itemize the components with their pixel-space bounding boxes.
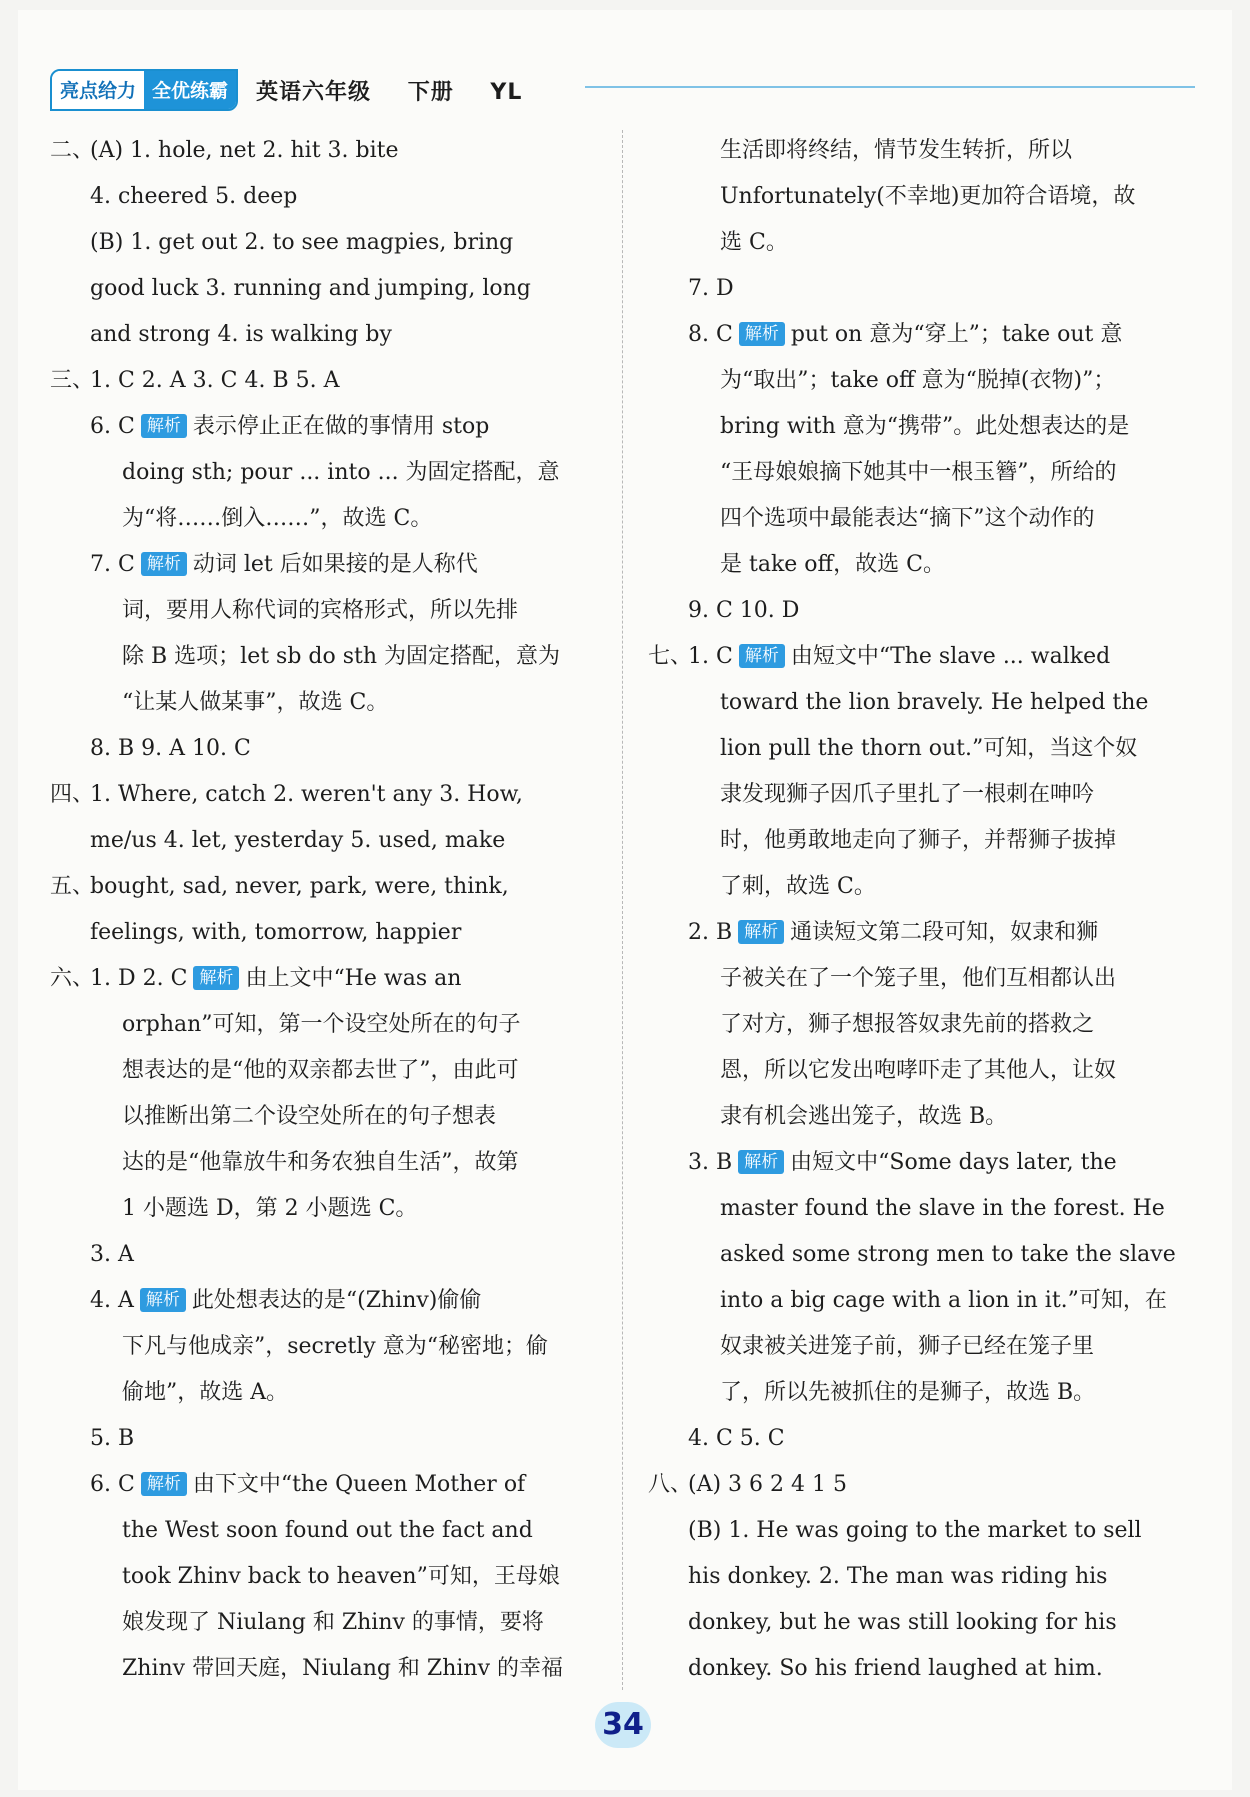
answer-line bbox=[50, 128, 598, 174]
answer-text: 以推断出第二个设空处所在的句子想表 bbox=[122, 1104, 497, 1129]
answer-text: me/us 4. let, yesterday 5. used, make bbox=[90, 828, 506, 853]
answer-text: 1 小题选 D，第 2 小题选 C。 bbox=[122, 1196, 418, 1221]
answer-line bbox=[648, 1140, 1196, 1186]
answer-line bbox=[50, 1600, 598, 1646]
analysis-text: 由短文中“The slave ... walked bbox=[790, 644, 1111, 669]
answer-line bbox=[648, 174, 1196, 220]
answer-line bbox=[648, 1554, 1196, 1600]
answer-line bbox=[50, 1048, 598, 1094]
answer-text: 娘发现了 Niulang 和 Zhinv 的事情，要将 bbox=[122, 1610, 544, 1635]
answer-text: 6. C bbox=[90, 1472, 135, 1497]
answer-text: donkey. So his friend laughed at him. bbox=[688, 1656, 1103, 1681]
answer-line bbox=[648, 772, 1196, 818]
analysis-text: put on 意为“穿上”；take out 意 bbox=[790, 322, 1123, 347]
analysis-tag: 解析 bbox=[193, 966, 239, 990]
answer-text: his donkey. 2. The man was riding his bbox=[688, 1564, 1108, 1589]
answer-text: master found the slave in the forest. He bbox=[720, 1196, 1165, 1221]
brand-logo bbox=[50, 69, 238, 111]
section-label: 四、 bbox=[50, 782, 95, 807]
analysis-tag: 解析 bbox=[739, 322, 785, 346]
answer-text: 2. B bbox=[688, 920, 733, 945]
analysis-tag: 解析 bbox=[141, 1472, 187, 1496]
answer-line bbox=[50, 910, 598, 956]
answer-text: took Zhinv back to heaven”可知，王母娘 bbox=[122, 1564, 560, 1589]
answer-text: 四个选项中最能表达“摘下”这个动作的 bbox=[720, 506, 1095, 531]
analysis-text: 由短文中“Some days later, the bbox=[790, 1150, 1117, 1175]
answer-line bbox=[50, 1508, 598, 1554]
section-label: 八、 bbox=[648, 1472, 693, 1497]
answer-text: (B) 1. get out 2. to see magpies, bring bbox=[90, 230, 514, 255]
answer-text: donkey, but he was still looking for his bbox=[688, 1610, 1117, 1635]
answer-text: Zhinv 带回天庭，Niulang 和 Zhinv 的幸福 bbox=[122, 1656, 564, 1681]
answer-line bbox=[50, 1002, 598, 1048]
answer-text: doing sth; pour ... into ... 为固定搭配，意 bbox=[122, 460, 560, 485]
answer-line bbox=[648, 1094, 1196, 1140]
answer-line bbox=[50, 726, 598, 772]
answer-line bbox=[648, 1278, 1196, 1324]
header-rule bbox=[585, 86, 1195, 88]
answer-line bbox=[648, 404, 1196, 450]
analysis-tag: 解析 bbox=[141, 414, 187, 438]
answer-text: 子被关在了一个笼子里，他们互相都认出 bbox=[720, 966, 1117, 991]
analysis-tag: 解析 bbox=[141, 552, 187, 576]
answer-line bbox=[50, 404, 598, 450]
answer-line bbox=[50, 542, 598, 588]
answer-text: the West soon found out the fact and bbox=[122, 1518, 533, 1543]
answer-text: and strong 4. is walking by bbox=[90, 322, 392, 347]
answer-text: bring with 意为“携带”。此处想表达的是 bbox=[720, 414, 1130, 439]
answer-text: (A) 3 6 2 4 1 5 bbox=[688, 1472, 847, 1497]
analysis-text: 通读短文第二段可知，奴隶和狮 bbox=[790, 920, 1099, 945]
answer-line bbox=[648, 1370, 1196, 1416]
section-label: 三、 bbox=[50, 368, 95, 393]
answer-text: bought, sad, never, park, were, think, bbox=[90, 874, 509, 899]
subject-label: 英语六年级 bbox=[256, 79, 372, 105]
answer-text: orphan”可知，第一个设空处所在的句子 bbox=[122, 1012, 521, 1037]
answer-text: lion pull the thorn out.”可知，当这个奴 bbox=[720, 736, 1138, 761]
answer-text: 达的是“他靠放牛和务农独自生活”，故第 bbox=[122, 1150, 519, 1175]
answer-text: 除 B 选项；let sb do sth 为固定搭配，意为 bbox=[122, 644, 561, 669]
answer-line bbox=[50, 772, 598, 818]
answer-line bbox=[648, 818, 1196, 864]
analysis-text: 表示停止正在做的事情用 stop bbox=[192, 414, 490, 439]
analysis-text: 由上文中“He was an bbox=[245, 966, 462, 991]
answer-line bbox=[648, 266, 1196, 312]
answer-text: 想表达的是“他的双亲都去世了”，由此可 bbox=[122, 1058, 519, 1083]
answer-line bbox=[50, 1370, 598, 1416]
answer-line bbox=[50, 1554, 598, 1600]
answer-text: 9. C 10. D bbox=[688, 598, 800, 623]
answer-text: 恩，所以它发出咆哮吓走了其他人，让奴 bbox=[720, 1058, 1117, 1083]
answer-text: 生活即将终结，情节发生转折，所以 bbox=[720, 138, 1073, 163]
answer-line bbox=[648, 220, 1196, 266]
answer-text: 4. C 5. C bbox=[688, 1426, 785, 1451]
analysis-tag: 解析 bbox=[738, 1150, 784, 1174]
column-divider bbox=[622, 130, 623, 1690]
answer-line bbox=[50, 312, 598, 358]
answer-line bbox=[648, 588, 1196, 634]
right-column bbox=[648, 128, 1196, 1692]
answer-text: 下凡与他成亲”，secretly 意为“秘密地；偷 bbox=[122, 1334, 548, 1359]
answer-line bbox=[648, 956, 1196, 1002]
answer-line bbox=[648, 634, 1196, 680]
left-column bbox=[50, 128, 598, 1692]
section-label: 二、 bbox=[50, 138, 95, 163]
analysis-text: 由下文中“the Queen Mother of bbox=[192, 1472, 526, 1497]
answer-line bbox=[50, 450, 598, 496]
answer-line bbox=[50, 220, 598, 266]
answer-line bbox=[50, 588, 598, 634]
edition-label: YL bbox=[490, 79, 523, 105]
brand-left: 亮点给力 bbox=[52, 71, 144, 109]
answer-line bbox=[50, 1278, 598, 1324]
answer-line bbox=[648, 1324, 1196, 1370]
answer-line bbox=[50, 1186, 598, 1232]
analysis-tag: 解析 bbox=[738, 920, 784, 944]
answer-text: 8. B 9. A 10. C bbox=[90, 736, 251, 761]
answer-line bbox=[648, 1508, 1196, 1554]
answer-text: 5. B bbox=[90, 1426, 135, 1451]
answer-text: (B) 1. He was going to the market to sell bbox=[688, 1518, 1142, 1543]
answer-line bbox=[50, 1462, 598, 1508]
answer-text: 隶有机会逃出笼子，故选 B。 bbox=[720, 1104, 1008, 1129]
answer-text: “王母娘娘摘下她其中一根玉簪”，所给的 bbox=[720, 460, 1117, 485]
answer-line bbox=[648, 1600, 1196, 1646]
answer-text: feelings, with, tomorrow, happier bbox=[90, 920, 462, 945]
answer-line bbox=[648, 312, 1196, 358]
answer-line bbox=[648, 1462, 1196, 1508]
page-header bbox=[50, 68, 550, 112]
answer-line bbox=[50, 818, 598, 864]
book-info bbox=[256, 75, 550, 106]
answer-text: 6. C bbox=[90, 414, 135, 439]
answer-text: 1. Where, catch 2. weren't any 3. How, bbox=[90, 782, 523, 807]
answer-line bbox=[50, 1324, 598, 1370]
answer-line bbox=[50, 266, 598, 312]
answer-line bbox=[648, 1646, 1196, 1692]
answer-text: “让某人做某事”，故选 C。 bbox=[122, 690, 389, 715]
analysis-text: 此处想表达的是“(Zhinv)偷偷 bbox=[191, 1288, 482, 1313]
answer-line bbox=[50, 956, 598, 1002]
answer-text: 7. D bbox=[688, 276, 734, 301]
answer-text: 3. A bbox=[90, 1242, 134, 1267]
answer-text: 奴隶被关进笼子前，狮子已经在笼子里 bbox=[720, 1334, 1095, 1359]
answer-line bbox=[648, 496, 1196, 542]
answer-line bbox=[50, 174, 598, 220]
answer-line bbox=[648, 864, 1196, 910]
answer-text: Unfortunately(不幸地)更加符合语境，故 bbox=[720, 184, 1136, 209]
answer-text: 3. B bbox=[688, 1150, 733, 1175]
answer-text: 了刺，故选 C。 bbox=[720, 874, 876, 899]
answer-line bbox=[648, 726, 1196, 772]
answer-line bbox=[50, 1416, 598, 1462]
answer-line bbox=[648, 1416, 1196, 1462]
answer-text: 1. D 2. C bbox=[90, 966, 188, 991]
section-label: 五、 bbox=[50, 874, 95, 899]
answer-line bbox=[648, 358, 1196, 404]
answer-text: 是 take off，故选 C。 bbox=[720, 552, 945, 577]
answer-line bbox=[50, 1094, 598, 1140]
volume-label: 下册 bbox=[407, 79, 454, 105]
answer-line bbox=[648, 1002, 1196, 1048]
answer-line bbox=[648, 680, 1196, 726]
answer-line bbox=[648, 128, 1196, 174]
answer-text: asked some strong men to take the slave bbox=[720, 1242, 1176, 1267]
answer-text: 偷地”，故选 A。 bbox=[122, 1380, 289, 1405]
answer-text: 了对方，狮子想报答奴隶先前的搭救之 bbox=[720, 1012, 1095, 1037]
answer-line bbox=[50, 634, 598, 680]
answer-line bbox=[50, 358, 598, 404]
answer-line bbox=[50, 1646, 598, 1692]
answer-line bbox=[50, 680, 598, 726]
answer-text: 隶发现狮子因爪子里扎了一根刺在呻吟 bbox=[720, 782, 1095, 807]
page-number: 34 bbox=[595, 1702, 651, 1748]
answer-line bbox=[648, 542, 1196, 588]
answer-text: (A) 1. hole, net 2. hit 3. bite bbox=[90, 138, 399, 163]
answer-line bbox=[50, 864, 598, 910]
answer-text: 为“将……倒入……”，故选 C。 bbox=[122, 506, 433, 531]
answer-line bbox=[648, 1186, 1196, 1232]
analysis-text: 动词 let 后如果接的是人称代 bbox=[192, 552, 478, 577]
answer-text: 4. A bbox=[90, 1288, 134, 1313]
analysis-tag: 解析 bbox=[140, 1288, 186, 1312]
analysis-tag: 解析 bbox=[739, 644, 785, 668]
answer-text: into a big cage with a lion in it.”可知，在 bbox=[720, 1288, 1167, 1313]
answer-text: 7. C bbox=[90, 552, 135, 577]
answer-line bbox=[50, 1140, 598, 1186]
answer-text: 了，所以先被抓住的是狮子，故选 B。 bbox=[720, 1380, 1096, 1405]
section-label: 七、 bbox=[648, 644, 693, 669]
answer-text: 时，他勇敢地走向了狮子，并帮狮子拔掉 bbox=[720, 828, 1117, 853]
section-label: 六、 bbox=[50, 966, 95, 991]
answer-line bbox=[50, 496, 598, 542]
answer-text: 词，要用人称代词的宾格形式，所以先排 bbox=[122, 598, 519, 623]
answer-text: 选 C。 bbox=[720, 230, 788, 255]
answer-line bbox=[648, 1232, 1196, 1278]
answer-text: toward the lion bravely. He helped the bbox=[720, 690, 1149, 715]
answer-text: good luck 3. running and jumping, long bbox=[90, 276, 531, 301]
answer-text: 4. cheered 5. deep bbox=[90, 184, 298, 209]
answer-text: 8. C bbox=[688, 322, 733, 347]
brand-right: 全优练霸 bbox=[144, 71, 236, 109]
answer-line bbox=[648, 450, 1196, 496]
answer-line bbox=[648, 1048, 1196, 1094]
answer-text: 为“取出”；take off 意为“脱掉(衣物)”； bbox=[720, 368, 1116, 393]
answer-line bbox=[648, 910, 1196, 956]
answer-line bbox=[50, 1232, 598, 1278]
answer-text: 1. C 2. A 3. C 4. B 5. A bbox=[90, 368, 340, 393]
answer-text: 1. C bbox=[688, 644, 733, 669]
